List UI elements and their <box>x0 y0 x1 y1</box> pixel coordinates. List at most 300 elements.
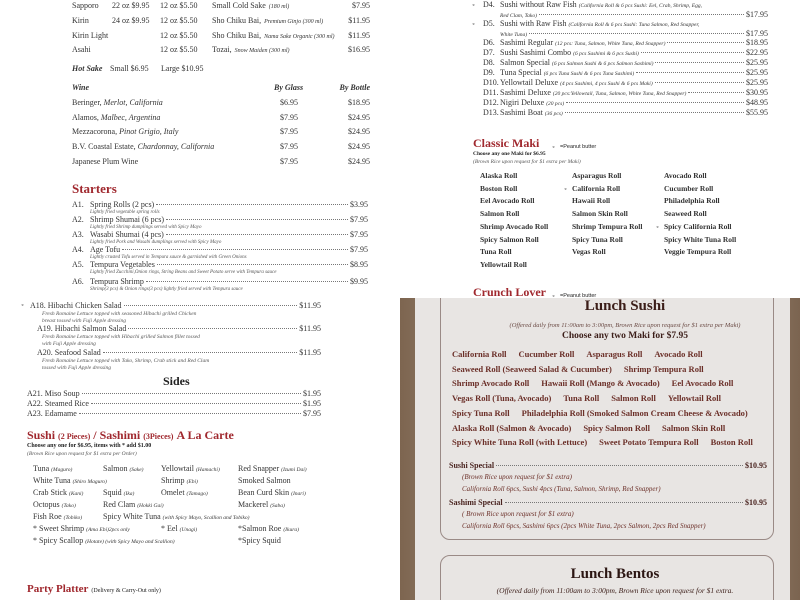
item-name: Squid <box>103 488 122 497</box>
item-name: Spicy White Tuna <box>103 512 161 521</box>
sushi-choose-note: Choose any one for $6.95, items with * add $1.00 <box>27 443 152 449</box>
maki-item: Boston Roll <box>480 183 518 193</box>
sake-note: (180 ml) <box>268 4 290 10</box>
starter-code: A1. <box>72 200 84 209</box>
combo-code: D4. <box>483 0 495 9</box>
starter-name: Age Tofu <box>90 245 121 254</box>
lunch-maki-item: Eel Avocado Roll <box>671 378 734 389</box>
leader-dots <box>146 281 348 282</box>
item-japanese: (Ika) <box>123 491 135 497</box>
combo-code: D12. <box>483 98 499 107</box>
beer-small-price: 12 oz $5.50 <box>160 45 198 54</box>
item-japanese: (with Spicy Mayo, Scallion and Tobiko) <box>162 515 250 521</box>
special-price: $10.95 <box>745 498 767 507</box>
party-title: Party Platter <box>27 583 89 595</box>
wine-glass-price: $7.95 <box>280 156 298 166</box>
item-japanese: (Tamago) <box>186 491 208 497</box>
classic-maki-title: Classic Maki <box>473 136 540 150</box>
wine-header: Wine <box>72 83 90 92</box>
salad-name: A18. Hibachi Chicken Salad <box>30 301 122 310</box>
combo-price: $25.95 <box>746 68 768 77</box>
item-name: * Eel <box>161 524 178 533</box>
title-sashimi: / Sashimi <box>93 428 141 442</box>
starter-code: A2. <box>72 215 84 224</box>
starter-desc: Lightly fried Shrimp dumplings served with Spicy Mayo <box>90 225 202 230</box>
salad-item <box>37 349 321 358</box>
maki-item: Vegas Roll <box>572 247 606 257</box>
item-japanese: (Hamachi) <box>195 467 220 473</box>
peanut-legend: =Peanut butter <box>560 293 597 298</box>
combo-note: (California Roll & 6 pcs Sushi: Eel, Crab, Shrimp, Egg, <box>578 3 702 9</box>
leader-dots <box>655 62 744 63</box>
wine-glass-price: $7.95 <box>280 142 298 152</box>
lunch-maki-item: Salmon Skin Roll <box>661 422 726 433</box>
peanut-icon: ◒ <box>472 22 476 27</box>
leader-dots <box>166 234 348 235</box>
beer-large-price: 22 oz $9.95 <box>112 1 150 10</box>
leader-dots <box>565 112 744 113</box>
combo-name: Sushi without Raw Fish <box>500 0 577 9</box>
lunch-maki-item: Avocado Roll <box>654 349 703 359</box>
leader-dots <box>124 305 298 306</box>
leader-dots <box>166 219 348 220</box>
sushi-carte-item <box>103 501 164 510</box>
title-pieces: (3Pieces) <box>143 432 174 441</box>
sake-name <box>212 17 323 26</box>
sake-label: Small Cold Sake <box>212 1 266 10</box>
starter-name: Spring Rolls (2 pcs) <box>90 200 155 209</box>
side-item <box>27 390 321 399</box>
starter-code: A5. <box>72 260 84 269</box>
maki-item: Avocado Roll <box>664 171 707 180</box>
maki-item: Philadelphia Roll <box>664 196 720 206</box>
sushi-carte-title <box>27 429 234 442</box>
sushi-carte-item <box>161 489 208 498</box>
item-japanese: (Ikura) <box>283 527 299 533</box>
beer-name: Kirin <box>72 16 89 25</box>
hot-sake-small: Small $6.95 <box>110 64 149 73</box>
sake-note: Premium Ginjo (300 ml) <box>264 19 324 25</box>
combo-note: (36 pcs) <box>544 111 563 117</box>
item-japanese: (Hokki Gai) <box>137 503 164 509</box>
sushi-carte-item <box>33 501 76 510</box>
hot-sake-large: Large $10.95 <box>161 64 204 73</box>
starter-price: $7.95 <box>350 230 368 239</box>
starter-item <box>72 278 368 287</box>
lunch-maki-item: Salmon Roll <box>611 393 656 404</box>
item-name: Fish Roe <box>33 512 62 521</box>
combo-item <box>483 1 768 10</box>
lunch-maki-item: Spicy White Tuna Roll (with Lettuce) <box>452 437 588 448</box>
item-japanese: (Hotate) (with Spicy Mayo and Scallion) <box>85 539 175 545</box>
lunch-maki-row <box>452 379 733 388</box>
starter-desc: Lightly crusted Tofu served in Tempura sauce & garnished with Green Onions <box>90 255 247 260</box>
item-japanese: (Ama Ebi)2pcs only <box>86 527 130 533</box>
sake-name <box>212 2 289 11</box>
starter-code: A6. <box>72 277 84 286</box>
lunch-maki-row <box>452 365 704 374</box>
combo-name: Tuna Special <box>500 68 542 77</box>
combo-note-cont: Red Clam, Tako) <box>500 12 537 19</box>
lunch-maki-item: Alaska Roll (Salmon & Avocado) <box>452 422 572 433</box>
sushi-carte-item <box>33 477 107 486</box>
sake-note: Nama Sake Organic (300 ml) <box>264 34 335 40</box>
combo-name: Sushi with Raw Fish <box>500 19 567 28</box>
maki-item: California Roll <box>572 183 621 193</box>
starter-code: A4. <box>72 245 84 254</box>
combo-price: $22.95 <box>746 48 768 57</box>
sushi-carte-item <box>161 477 198 486</box>
peanut-icon: ◒ <box>552 145 556 150</box>
salad-desc: with Fuji Apple dressing <box>42 341 96 347</box>
beer-large-price: 24 oz $9.95 <box>112 16 150 25</box>
combo-price: $18.95 <box>746 38 768 47</box>
hot-sake-label: Hot Sake <box>72 64 103 73</box>
sake-price: $11.95 <box>348 16 370 25</box>
combo-name: Sashimi Regular <box>500 38 554 47</box>
party-platter-title <box>27 583 161 595</box>
starter-name: Shrimp Shumai (6 pcs) <box>90 215 164 224</box>
lunch-maki-item: Vegas Roll (Tuna, Avocado) <box>452 393 552 404</box>
maki-item: Spicy Tuna Roll <box>572 234 623 244</box>
item-name: Bean Curd Skin <box>238 488 290 497</box>
combo-item <box>483 59 768 68</box>
side-name: A22. Steamed Rice <box>27 399 89 408</box>
combo-code: D5. <box>483 19 495 28</box>
wine-label: B.V. Coastal Estate, <box>72 142 136 152</box>
combo-name: Yellowtail Deluxe <box>500 78 559 87</box>
item-name: Crab Stick <box>33 488 67 497</box>
maki-brown-rice-note: (Brown Rice upon request for $1 extra per Maki) <box>473 159 581 165</box>
special-price: $10.95 <box>745 461 767 470</box>
combo-note: (6 pcs Tuna Sushi & 6 pcs Tuna Sashimi) <box>543 71 635 77</box>
peanut-icon: ◒ <box>21 303 25 308</box>
lunch-maki-row <box>452 424 725 433</box>
starter-desc: Shrimp(3 pcs) & Onion rings(3 pcs) lightly fried served with Tempura sauce <box>90 287 243 292</box>
wine-label: Alamos, <box>72 112 99 122</box>
starter-price: $7.95 <box>350 215 368 224</box>
combo-name: Sushi Sashimi Combo <box>500 48 572 57</box>
leader-dots <box>157 264 348 265</box>
maki-item: Alaska Roll <box>480 171 518 180</box>
item-name: Tuna <box>33 464 50 473</box>
salad-name: A20. Seafood Salad <box>37 348 101 357</box>
item-name: Mackerel <box>238 500 269 509</box>
side-price: $7.95 <box>303 409 321 418</box>
wine-glass-header: By Glass <box>274 83 304 92</box>
starter-price: $8.95 <box>350 260 368 269</box>
wine-glass-price: $7.95 <box>280 127 298 137</box>
lunch-special <box>449 462 767 471</box>
leader-dots <box>566 102 744 103</box>
combo-note-cont: White Tuna) <box>500 31 528 38</box>
peanut-icon: ◒ <box>564 186 568 192</box>
sake-price: $11.95 <box>348 31 370 40</box>
combo-note: (20 pcs:Yellowtail, Tuna, Salmon, White Tuna, Red Snapper) <box>552 91 687 97</box>
leader-dots <box>667 42 744 43</box>
salad-item <box>37 325 321 334</box>
combo-price: $25.95 <box>746 58 768 67</box>
sake-label: Sho Chiku Bai, <box>212 31 262 40</box>
starter-name: Tempura Vegetables <box>90 260 155 269</box>
leader-dots <box>128 328 297 329</box>
lunch-menu-photo <box>400 298 800 600</box>
lunch-maki-row <box>452 350 703 359</box>
item-japanese: (Inari) <box>291 491 306 497</box>
wine-bottle-price: $24.95 <box>348 142 370 152</box>
sushi-carte-item <box>33 537 175 546</box>
maki-item: Salmon Skin Roll <box>572 209 628 219</box>
special-desc: California Roll 6pcs, Sushi 4pcs (Tuna, Salmon, Shrimp, Red Snapper) <box>462 485 661 493</box>
starters-title: Starters <box>72 181 117 196</box>
combo-note: (6 pcs Sashimi & 6 pcs Sushi) <box>573 51 639 57</box>
special-brown-rice: ( Brown Rice upon request for $1 extra) <box>462 510 574 518</box>
salad-price: $11.95 <box>299 301 321 310</box>
lunch-maki-item: California Roll <box>452 349 507 359</box>
sake-name <box>212 32 335 41</box>
beer-name: Sapporo <box>72 1 99 10</box>
wine-note: Chardonnay, California <box>137 142 215 152</box>
item-name: Red Snapper <box>238 464 280 473</box>
wine-name <box>72 143 214 152</box>
wine-label: Japanese Plum Wine <box>72 156 139 166</box>
sushi-brown-rice-note: (Brown Rice upon request for $1 extra per Order) <box>27 451 137 457</box>
maki-item: Eel Avocado Roll <box>480 196 535 206</box>
item-japanese: (Maguro) <box>51 467 73 473</box>
item-name: Shrimp <box>161 476 185 485</box>
leader-dots <box>91 403 301 404</box>
wine-bottle-price: $24.95 <box>348 112 370 122</box>
combo-price: $30.95 <box>746 88 768 97</box>
combos-maki-page <box>400 0 800 298</box>
title-carte: A La Carte <box>176 428 234 442</box>
item-japanese: (Saba) <box>270 503 285 509</box>
combo-name: Nigiri Deluxe <box>500 98 545 107</box>
combo-code: D6. <box>483 38 495 47</box>
lunch-maki-row <box>452 438 753 447</box>
item-japanese: (Ebi) <box>186 479 198 485</box>
peanut-icon: ◒ <box>656 224 660 230</box>
maki-item: Salmon Roll <box>480 209 520 219</box>
wine-name <box>72 158 140 167</box>
leader-dots <box>636 72 744 73</box>
combo-code: D10. <box>483 78 499 87</box>
maki-choose-note: Choose any one Maki for $6.95 <box>473 151 546 157</box>
leader-dots <box>82 393 301 394</box>
wine-bottle-price: $18.95 <box>348 98 370 107</box>
leader-dots <box>496 465 743 466</box>
combo-item <box>483 79 768 88</box>
item-japanese: (Izumi Dai) <box>281 467 307 473</box>
beer-small-price: 12 oz $5.50 <box>160 31 198 40</box>
maki-item: Shrimp Avocado Roll <box>480 221 549 231</box>
maki-item: Cucumber Roll <box>664 183 714 193</box>
salad-price: $11.95 <box>299 324 321 333</box>
special-name: Sushi Special <box>449 461 495 470</box>
sushi-carte-item <box>161 525 197 534</box>
side-item <box>27 400 321 409</box>
combo-item-line2 <box>500 30 768 39</box>
wine-label: Beringer, <box>72 98 102 107</box>
starter-desc: Lightly fried Zucchini,Onion rings, String Beans and Sweet Potato serve with Tempura sauce <box>90 270 277 275</box>
combo-item <box>483 99 768 108</box>
item-japanese: (Tobiko) <box>63 515 83 521</box>
combo-item <box>483 49 768 58</box>
beer-small-price: 12 oz $5.50 <box>160 16 198 25</box>
item-japanese: (Tako) <box>61 503 76 509</box>
combo-item <box>483 39 768 48</box>
sushi-carte-item <box>33 513 82 522</box>
sake-name <box>212 46 289 55</box>
starter-name: Wasabi Shumai (4 pcs) <box>90 230 164 239</box>
lunch-maki-item: Cucumber Roll <box>518 349 575 359</box>
salad-price: $11.95 <box>299 348 321 357</box>
combo-name: Salmon Special <box>500 58 550 67</box>
sushi-carte-item <box>103 465 144 474</box>
sushi-carte-item <box>161 465 220 474</box>
leader-dots <box>655 82 744 83</box>
wine-note: Malbec, Argentina <box>100 112 161 122</box>
leader-dots <box>79 413 301 414</box>
maki-item: Spicy California Roll <box>664 221 732 231</box>
wine-name <box>72 99 163 108</box>
lunch-maki-item: Asparagus Roll <box>586 349 643 359</box>
combo-item <box>483 89 768 98</box>
item-name: Yellowtail <box>161 464 194 473</box>
combo-price: $25.95 <box>746 78 768 87</box>
sushi-carte-item <box>33 465 72 474</box>
combo-note: (12 pcs: Tuna, Salmon, White Tuna, Red Snapper) <box>555 41 666 47</box>
sushi-carte-item <box>238 489 306 498</box>
sushi-carte-item <box>238 465 307 474</box>
maki-item: Shrimp Tempura Roll <box>572 221 643 231</box>
beer-name: Asahi <box>72 45 91 54</box>
starter-item <box>72 201 368 210</box>
lunch-bentos-offered: (Offered daily from 11:00am to 3:00pm, Brown Rice upon request for $1 extra. <box>496 586 734 595</box>
starter-item <box>72 261 368 270</box>
side-item <box>27 410 321 419</box>
maki-item: Seaweed Roll <box>664 209 707 219</box>
item-japanese: (Kani) <box>69 491 84 497</box>
combo-note: (California Roll & 6 pcs Sushi: Tuna Salmon, Red Snapper, <box>568 22 700 28</box>
lunch-maki-item: Philadelphia Roll (Smoked Salmon Cream Cheese & Avocado) <box>521 407 748 418</box>
leader-dots <box>505 502 743 503</box>
item-name: * Spicy Scallop <box>33 536 84 545</box>
item-name: Octopus <box>33 500 60 509</box>
lunch-maki-item: Shrimp Avocado Roll <box>452 378 530 389</box>
starter-price: $7.95 <box>350 245 368 254</box>
sushi-carte-item <box>238 477 293 486</box>
peanut-legend: =Peanut butter <box>560 144 597 150</box>
leader-dots <box>103 352 298 353</box>
combo-item <box>483 69 768 78</box>
combo-item <box>483 20 768 29</box>
title-sushi: Sushi <box>27 428 56 442</box>
lunch-sushi-title: Lunch Sushi <box>584 298 666 314</box>
sushi-carte-item <box>33 489 83 498</box>
item-name: *Spicy Squid <box>238 536 281 545</box>
leader-dots <box>529 33 744 34</box>
leader-dots <box>122 249 348 250</box>
combo-name: Sashimi Deluxe <box>500 88 551 97</box>
maki-item: Yellowtail Roll <box>480 259 527 269</box>
lunch-maki-item: Seaweed Roll (Seaweed Salad & Cucumber) <box>452 363 612 374</box>
lunch-maki-row <box>452 394 721 403</box>
combo-code: D13. <box>483 108 499 117</box>
peanut-icon: ◒ <box>552 294 556 298</box>
item-name: Smoked Salmon <box>238 476 291 485</box>
item-japanese: (Unagi) <box>179 527 198 533</box>
item-name: Red Clam <box>103 500 136 509</box>
salad-desc: Fresh Romaine Lettuce topped with Tako, Shrimp, Crab stick and Red Clam <box>42 358 210 364</box>
beer-small-price: 12 oz $5.50 <box>160 1 198 10</box>
item-name: Omelet <box>161 488 185 497</box>
combo-price: $17.95 <box>746 28 768 38</box>
lunch-sushi-offered: (Offered daily from 11:00am to 3:00pm, Brown Rice upon request for $1 extra per Maki) <box>509 322 741 329</box>
sushi-carte-item <box>103 489 134 498</box>
side-name: A23. Edamame <box>27 409 77 418</box>
starter-item <box>72 216 368 225</box>
combo-note: (4 pcs Sashimi, 4 pcs Sushi & 6 pcs Maki) <box>560 81 653 87</box>
wine-glass-price: $6.95 <box>280 98 298 107</box>
beer-name: Kirin Light <box>72 31 109 40</box>
lunch-maki-item: Boston Roll <box>710 437 753 448</box>
combo-item <box>483 109 768 118</box>
wine-glass-price: $7.95 <box>280 112 298 122</box>
sake-label: Tozai, <box>212 45 232 54</box>
combo-code: D7. <box>483 48 495 57</box>
crunch-lover-title: Crunch Lover <box>473 285 546 298</box>
wine-note: Pinot Grigio, Italy <box>119 127 179 137</box>
peanut-icon: ◒ <box>472 3 476 8</box>
lunch-sushi-choose: Choose any two Maki for $7.95 <box>562 331 688 341</box>
lunch-maki-item: Spicy Tuna Roll <box>452 407 510 418</box>
starter-desc: Lightly fried vegetable spring rolls <box>90 210 160 215</box>
lunch-special <box>449 499 767 508</box>
sushi-carte-item <box>33 525 130 534</box>
side-price: $1.95 <box>303 399 321 408</box>
starter-item <box>72 246 368 255</box>
salad-desc: Fresh Romaine Lettuce topped with Hibachi grilled Salmon fillet tossed <box>42 334 200 340</box>
salad-desc: tossed with Fuji Apple dressing <box>42 365 112 371</box>
item-name: * Sweet Shrimp <box>33 524 85 533</box>
item-name: Salmon <box>103 464 128 473</box>
sake-note: Snow Maiden (300 ml) <box>234 48 290 54</box>
starter-code: A3. <box>72 230 84 239</box>
maki-item: Asparagus Roll <box>572 171 622 180</box>
wine-name <box>72 128 178 137</box>
sushi-carte-item <box>238 501 285 510</box>
salad-desc: breast tossed with Fuji Apple dressing <box>42 318 126 324</box>
item-name: White Tuna <box>33 476 71 485</box>
maki-item: Hawaii Roll <box>572 196 611 206</box>
combo-note: (20 pcs) <box>546 101 565 107</box>
sides-title: Sides <box>163 374 190 388</box>
item-name: *Salmon Roe <box>238 524 282 533</box>
lunch-maki-item: Spicy Salmon Roll <box>583 422 650 433</box>
title-pieces: (2 Pieces) <box>58 432 91 441</box>
side-name: A21. Miso Soup <box>27 389 80 398</box>
starter-desc: Lightly fried Pork and Wasabi dumplings served with Spicy Mayo <box>90 240 222 245</box>
salad-desc: Fresh Romaine Lettuce topped with seasoned Hibachi grilled Chicken <box>42 311 197 317</box>
maki-item: Tuna Roll <box>480 247 512 257</box>
salad-item <box>30 302 321 311</box>
maki-item: Spicy Salmon Roll <box>480 234 539 244</box>
lunch-maki-row <box>452 409 748 418</box>
combo-price: $48.95 <box>746 98 768 107</box>
combo-price: $17.95 <box>746 9 768 19</box>
sake-price: $7.95 <box>352 1 370 10</box>
